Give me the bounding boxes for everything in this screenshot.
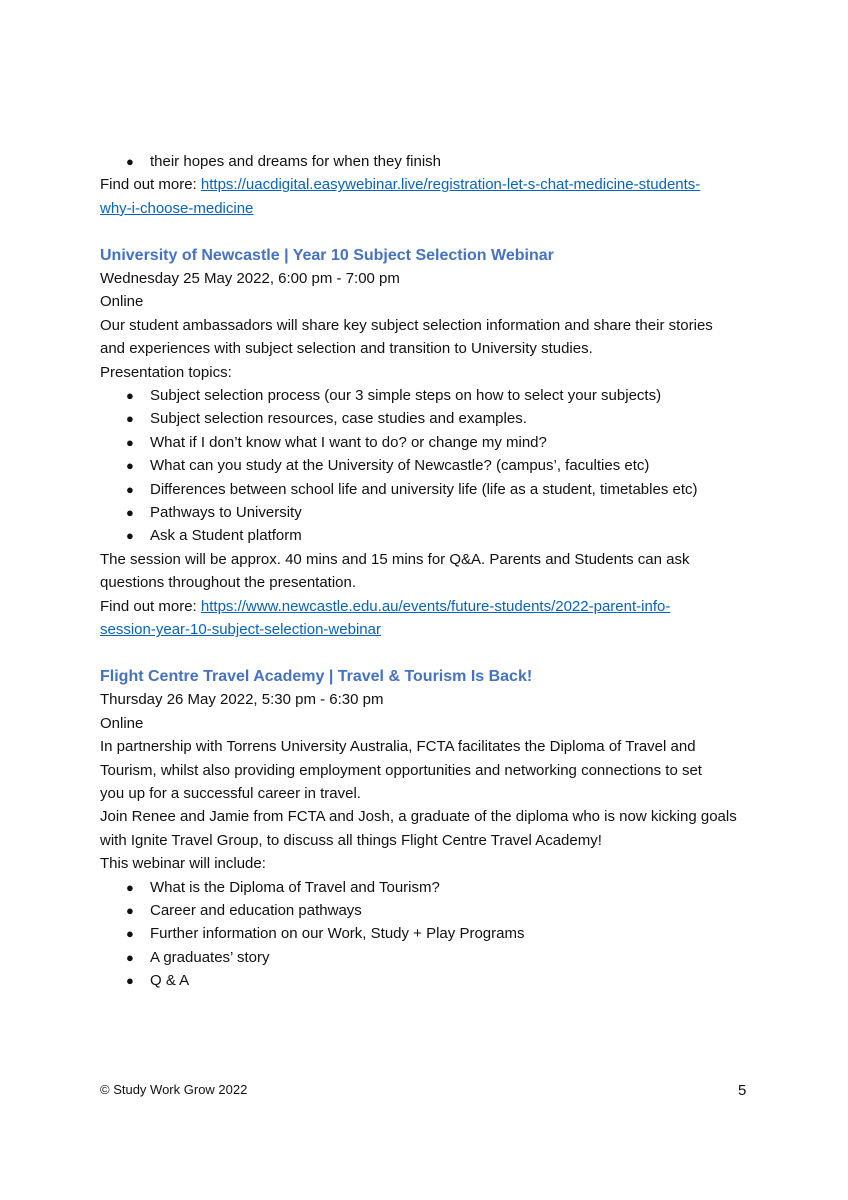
bullet-icon: ●: [126, 902, 134, 918]
section2-date: Wednesday 25 May 2022, 6:00 pm - 7:00 pm: [100, 270, 400, 288]
bullet-icon: ●: [126, 481, 134, 497]
bullet-icon: ●: [126, 973, 134, 989]
bullet-icon: ●: [126, 926, 134, 942]
section2-link[interactable]: https://www.newcastle.edu.au/events/future-students/2022-parent-info-: [200, 597, 671, 615]
section2-session-info: The session will be approx. 40 mins and 15 mins for Q&A. Parents and Students can ask: [100, 550, 690, 568]
list-item: ● What can you study at the University of Newcastle? (campus’, faculties etc): [100, 454, 740, 477]
bullet-icon: ●: [126, 434, 134, 450]
bullet-icon: ●: [126, 879, 134, 895]
list-item: ● Career and education pathways: [100, 899, 740, 922]
section2-find-out-more: Find out more: https://www.newcastle.edu.au/events/future-students/2022-parent-info-: [100, 597, 671, 615]
section3-paragraph1-end: you up for a successful career in travel.: [100, 784, 361, 802]
section2-topics-label: Presentation topics:: [100, 363, 232, 381]
list-item: ● A graduates’ story: [100, 946, 740, 969]
page-content: [100, 150, 740, 993]
section2-heading: University of Newcastle | Year 10 Subject Selection Webinar: [100, 246, 554, 264]
bullet-icon: ●: [126, 528, 134, 544]
section2-description-cont: and experiences with subject selection and transition to University studies.: [100, 340, 593, 358]
bullet-icon: ●: [126, 505, 134, 521]
bullet-icon: ●: [126, 388, 134, 404]
list-item: ● Further information on our Work, Study + Play Programs: [100, 922, 740, 945]
list-item: ● their hopes and dreams for when they finish: [100, 150, 740, 173]
section2-location: Online: [100, 293, 144, 311]
page-number: 5: [738, 1082, 747, 1099]
list-item: ● Pathways to University: [100, 501, 740, 524]
bullet-icon: ●: [126, 949, 134, 965]
section3-bullet-list: [100, 876, 740, 993]
footer-copyright: © Study Work Grow 2022: [100, 1082, 248, 1097]
section2-bullet-list: [100, 384, 740, 548]
section3-date: Thursday 26 May 2022, 5:30 pm - 6:30 pm: [100, 691, 384, 709]
bullet-icon: ●: [126, 458, 134, 474]
section3-location: Online: [100, 714, 144, 732]
section1-link-continued[interactable]: why-i-choose-medicine: [100, 199, 254, 217]
section1-bullet-list: [100, 150, 740, 173]
section2-description: Our student ambassadors will share key subject selection information and share their stories: [100, 316, 713, 334]
list-item: ● Differences between school life and university life (life as a student, timetables etc): [100, 478, 740, 501]
section2-link-continued[interactable]: session-year-10-subject-selection-webinar: [100, 621, 381, 639]
list-item: ● Subject selection resources, case studies and examples.: [100, 407, 740, 430]
bullet-icon: ●: [126, 154, 134, 169]
list-item: ● What if I don’t know what I want to do? or change my mind?: [100, 431, 740, 454]
list-item: ● Subject selection process (our 3 simple steps on how to select your subjects): [100, 384, 740, 407]
section3-paragraph2-cont: with Ignite Travel Group, to discuss all things Flight Centre Travel Academy!: [100, 831, 602, 849]
section3-heading: Flight Centre Travel Academy | Travel & Tourism Is Back!: [100, 667, 533, 685]
bullet-icon: ●: [126, 411, 134, 427]
section1-find-out-more: Find out more: https://uacdigital.easywebinar.live/registration-let-s-chat-medicine-students-: [100, 176, 701, 194]
section3-paragraph2: Join Renee and Jamie from FCTA and Josh, a graduate of the diploma who is now kicking goals: [100, 808, 737, 826]
list-item: ● Q & A: [100, 969, 740, 992]
section3-include-label: This webinar will include:: [100, 855, 266, 873]
section3-paragraph1-cont: Tourism, whilst also providing employment opportunities and networking connections to set: [100, 761, 702, 779]
section3-paragraph1: In partnership with Torrens University Australia, FCTA facilitates the Diploma of Travel and: [100, 738, 696, 756]
list-item: ● Ask a Student platform: [100, 524, 740, 547]
section1-link[interactable]: https://uacdigital.easywebinar.live/registration-let-s-chat-medicine-students-: [200, 176, 701, 194]
list-item: ● What is the Diploma of Travel and Tourism?: [100, 876, 740, 899]
section2-session-info-cont: questions throughout the presentation.: [100, 574, 357, 592]
